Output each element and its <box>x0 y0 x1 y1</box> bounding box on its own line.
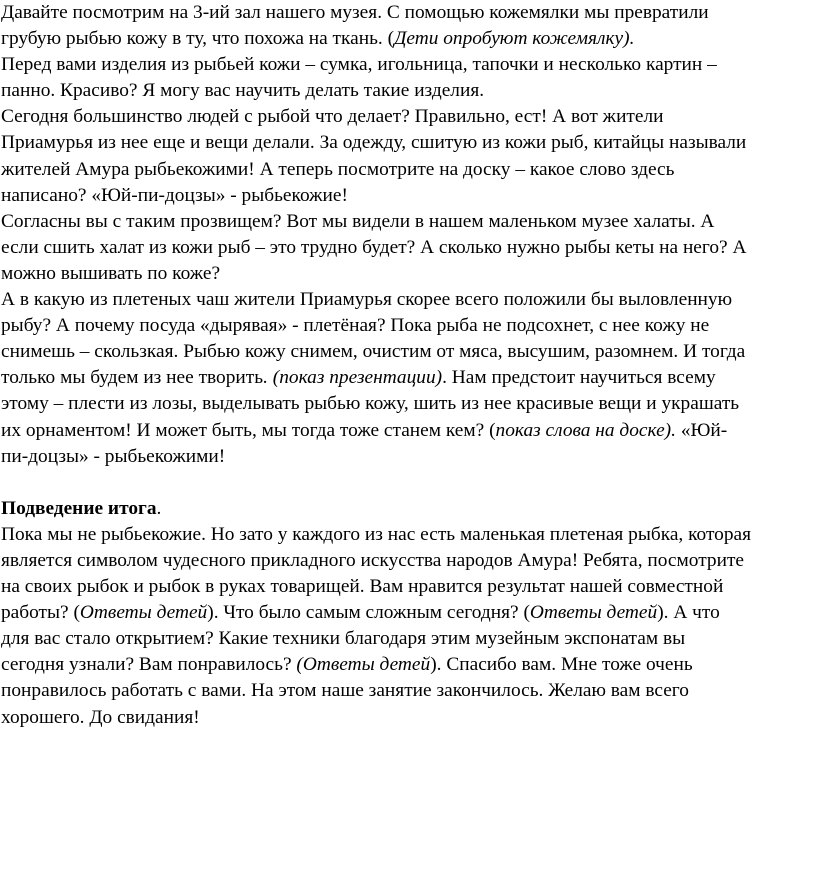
text-line <box>1 365 815 391</box>
text-line <box>1 496 815 522</box>
text-run: рыбу? А почему посуда «дырявая» - плетёная? Пока рыба не подсохнет, с нее кожу не <box>1 315 710 337</box>
text-line <box>1 287 815 313</box>
text-line <box>1 626 815 652</box>
text-run: жителей Амура рыбьекожими! А теперь посмотрите на доску – какое слово здесь <box>1 158 675 180</box>
text-line <box>1 652 815 678</box>
text-line <box>1 0 815 26</box>
text-line <box>1 522 815 548</box>
text-run: панно. Красиво? Я могу вас научить делать такие изделия. <box>1 80 485 102</box>
text-line <box>1 391 815 417</box>
text-run: снимешь – скользкая. Рыбью кожу снимем, очистим от мяса, высушим, разомнем. И тогда <box>1 341 746 363</box>
text-run: сегодня узнали? Вам понравилось? <box>1 654 297 676</box>
text-line <box>1 339 815 365</box>
text-run: ). Что было самым сложным сегодня? ( <box>207 602 530 624</box>
text-run: . Нам предстоит научиться всему <box>442 367 716 389</box>
text-line <box>1 209 815 235</box>
text-run: ). А что <box>657 602 720 624</box>
stage-direction: (Ответы детей <box>296 654 431 676</box>
text-line <box>1 78 815 104</box>
text-line <box>1 235 815 261</box>
text-run: «Юй- <box>675 419 728 441</box>
text-run: на своих рыбок и рыбок в руках товарищей. Вам нравится результат нашей совместной <box>1 576 724 598</box>
text-line <box>1 52 815 78</box>
text-run: Давайте посмотрим на 3-ий зал нашего музея. С помощью кожемялки мы превратили <box>1 2 709 23</box>
text-run: работы? ( <box>1 602 80 624</box>
text-line <box>1 678 815 704</box>
text-run: Согласны вы с таким прозвищем? Вот мы видели в нашем маленьком музее халаты. А <box>1 210 715 232</box>
text-line <box>1 313 815 339</box>
stage-direction: Дети опробуют кожемялку). <box>394 28 635 50</box>
stage-direction: . (показ презентации) <box>263 367 443 389</box>
text-line <box>1 157 815 183</box>
text-line <box>1 574 815 600</box>
text-line <box>1 26 815 52</box>
text-run: А в какую из плетеных чаш жители Приамурья скорее всего положили бы выловленную <box>1 289 733 311</box>
text-run: является символом чудесного прикладного искусства народов Амура! Ребята, посмотрите <box>1 549 745 571</box>
text-line <box>1 600 815 626</box>
text-run: написано? «Юй-пи-доцзы» - рыбьекожие! <box>1 184 348 206</box>
text-run: их орнаментом! И может быть, мы тогда тоже станем кем? ( <box>1 419 496 441</box>
text-run: понравилось работать с вами. На этом наше занятие закончилось. Желаю вам всего <box>1 680 689 702</box>
text-line <box>1 705 815 731</box>
text-run: Перед вами изделия из рыбьей кожи – сумка, игольница, тапочки и несколько картин – <box>1 54 717 76</box>
text-line <box>1 130 815 156</box>
stage-direction: Ответы детей <box>79 602 208 624</box>
text-line <box>1 261 815 287</box>
text-run: Приамурья из нее еще и вещи делали. За одежду, сшитую из кожи рыб, китайцы называли <box>1 132 747 154</box>
text-line <box>1 418 815 444</box>
text-line <box>1 183 815 209</box>
text-run: для вас стало открытием? Какие техники благодаря этим музейным экспонатам вы <box>1 628 686 650</box>
text-run: можно вышивать по коже? <box>1 262 221 284</box>
paragraph-gap <box>1 470 816 496</box>
text-line <box>1 548 815 574</box>
text-line <box>1 104 815 130</box>
text-run: Пока мы не рыбьекожие. Но зато у каждого из нас есть маленькая плетеная рыбка, которая <box>1 523 752 545</box>
stage-direction: показ слова на доске). <box>495 419 676 441</box>
section-heading: Подведение итога <box>1 497 157 519</box>
text-run: только мы будем из нее творить <box>1 367 264 389</box>
text-run: . <box>156 497 162 519</box>
text-run: если сшить халат из кожи рыб – это трудно будет? А сколько нужно рыбы кеты на него? А <box>1 236 747 258</box>
text-line <box>1 444 815 470</box>
text-run: этому – плести из лозы, выделывать рыбью кожу, шить из нее красивые вещи и украшать <box>1 393 740 415</box>
document-body <box>1 0 816 731</box>
text-run: хорошего. До свидания! <box>1 706 200 728</box>
text-run: ). Спасибо вам. Мне тоже очень <box>430 654 693 676</box>
text-run: пи-доцзы» - рыбьекожими! <box>1 445 226 467</box>
stage-direction: Ответы детей <box>529 602 658 624</box>
text-run: грубую рыбью кожу в ту, что похожа на ткань. ( <box>1 28 395 50</box>
text-run: Сегодня большинство людей с рыбой что делает? Правильно, ест! А вот жители <box>1 106 664 128</box>
